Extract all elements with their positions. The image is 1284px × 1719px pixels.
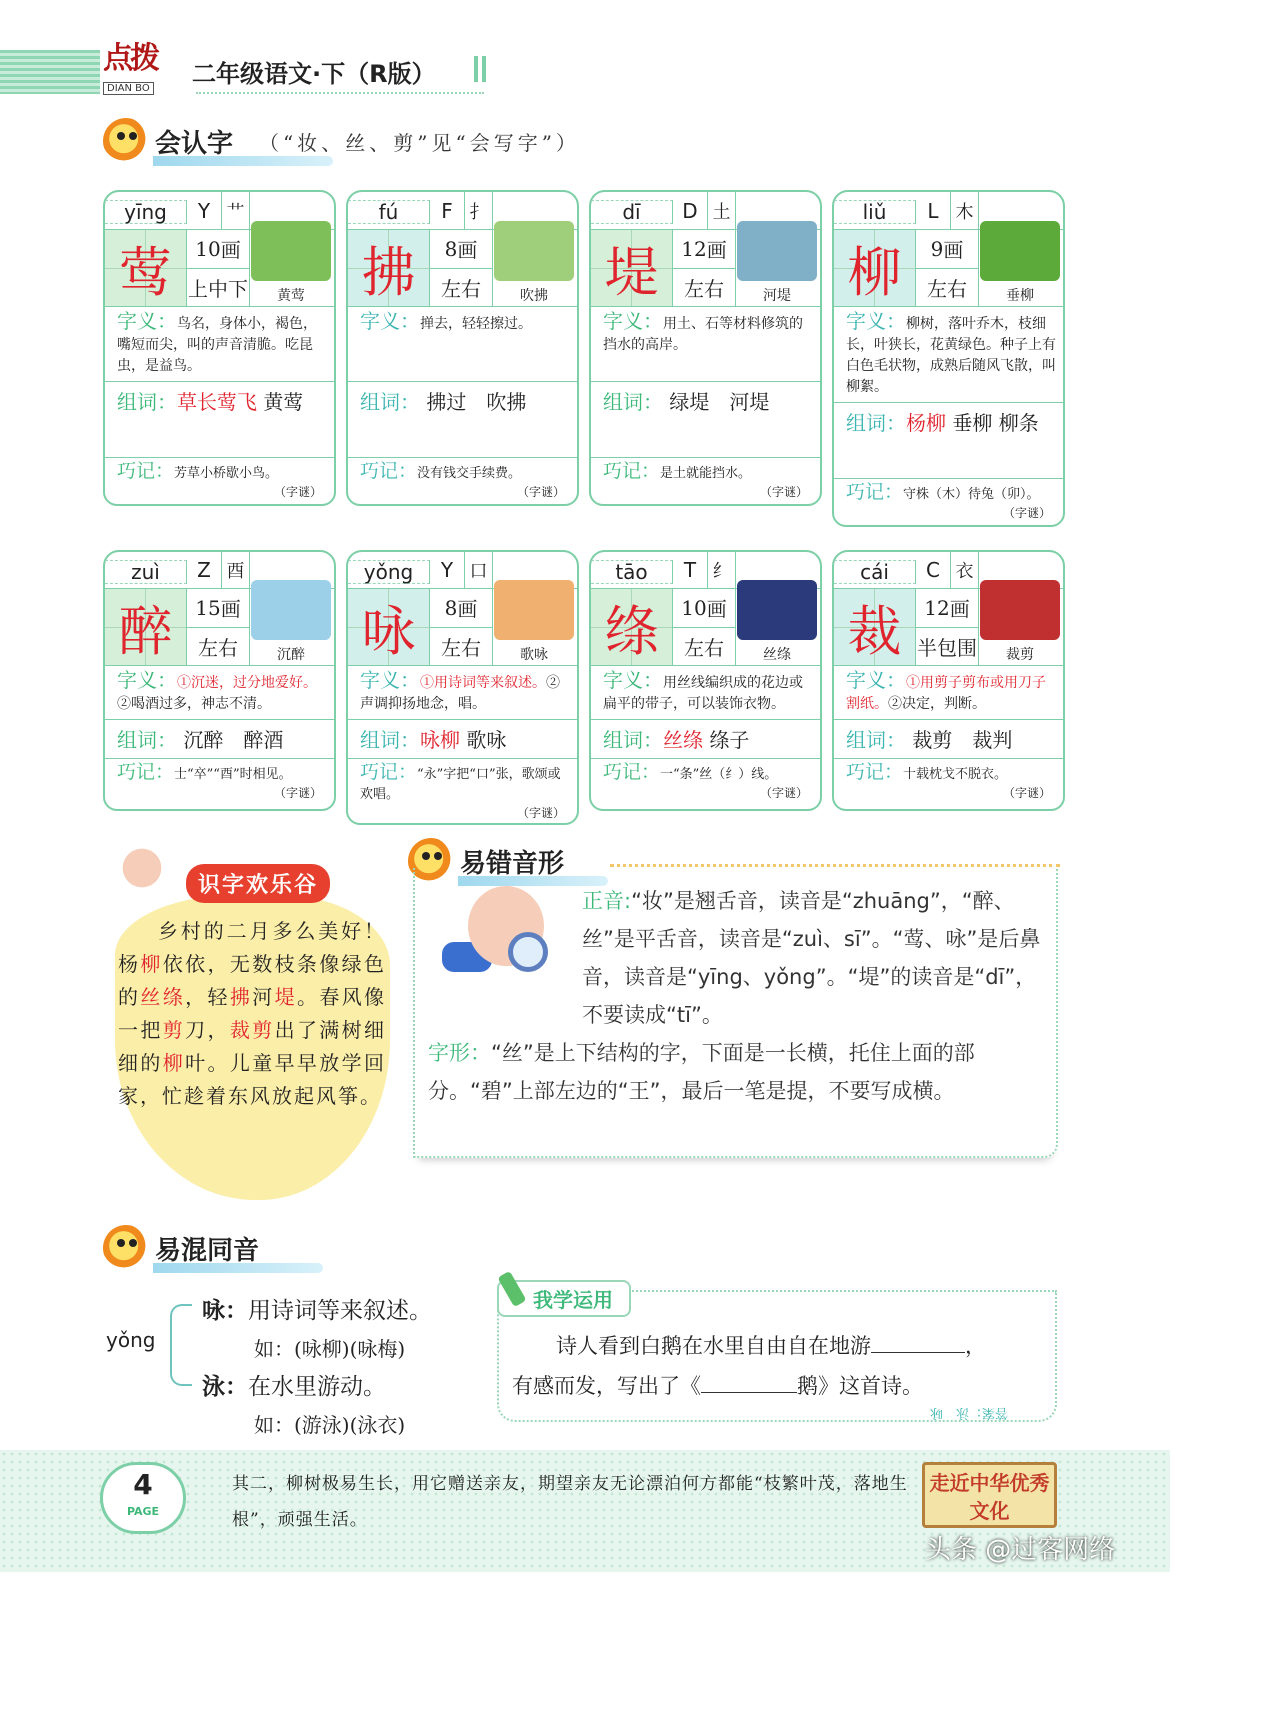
poem-segment: 出了满树细细的: [118, 1018, 387, 1075]
apply-title: 我学运用: [497, 1280, 631, 1317]
pinyin: dī: [591, 200, 673, 224]
illustration-image: [737, 221, 817, 281]
stroke-count: 8 画: [430, 589, 492, 628]
poem-segment: 柳: [162, 1051, 186, 1075]
illustration-image: [737, 580, 817, 640]
homophone-example: 如：(咏柳)(咏梅): [254, 1337, 406, 1361]
answer-key: 答案：泳 咏: [930, 1405, 1009, 1420]
illustration-caption: 吹拂: [520, 288, 548, 304]
zhengyin-label: 正音:: [582, 889, 632, 913]
memory-tip: 巧记：是土就能挡水。 （字谜）: [591, 458, 820, 504]
pinyin: yīng: [105, 200, 187, 224]
words: 组词： 绿堤 河堤: [591, 382, 820, 458]
stroke-count: 9 画: [916, 230, 978, 269]
poem-segment: 拂: [229, 985, 253, 1009]
poem-segment: ，轻: [185, 985, 230, 1009]
footer-text: 其二，柳树极易生长，用它赠送亲友，期望亲友无论漂泊何方都能“枝繁叶茂，落地生根”，顽强生活。: [232, 1474, 908, 1530]
radical: 纟: [708, 552, 736, 588]
index-letter: Y: [187, 192, 222, 229]
character: 裁: [834, 589, 916, 665]
illustration-caption: 河堤: [763, 288, 791, 304]
character: 绦: [591, 589, 673, 665]
title-divider: [196, 92, 484, 94]
valley-title: 识字欢乐谷: [186, 864, 330, 903]
illustration: [491, 191, 577, 307]
radical: 土: [708, 192, 736, 229]
riddle-tag: （字谜）: [273, 786, 322, 800]
section-title: 易错音形: [460, 848, 565, 879]
stroke-count: 12 画: [916, 589, 978, 628]
structure: 左右: [684, 276, 724, 301]
zhengyin-text: “妆”是翘舌音，读音是“zhuāng”，“醉、丝”是平舌音，读音是“zuì、sī”。“莺、咏”是后鼻音，读音是“yīng、yǒng”。“堤”的读音是“dī”，不要读成“tī”。: [582, 889, 1041, 1027]
illustration-image: [980, 221, 1060, 281]
poem-segment: 。春风像一把: [118, 985, 387, 1042]
index-letter: C: [916, 552, 951, 588]
stroke-count: 15 画: [187, 589, 249, 628]
poem-segment: 依依，无数枝条像绿色的: [118, 952, 387, 1009]
homophone-list: [202, 1292, 432, 1444]
char-card: [832, 190, 1065, 527]
homophone-example: 如：(游泳)(泳衣): [254, 1413, 406, 1437]
answer-blank-2[interactable]: [701, 1373, 797, 1393]
errors-text: [428, 882, 1048, 1110]
words: 组词：咏柳 歌咏: [348, 720, 577, 759]
homophone-pinyin: yǒng: [106, 1328, 156, 1352]
illustration-caption: 丝绦: [763, 647, 791, 663]
words: 组词： 裁剪 裁判: [834, 720, 1063, 759]
illustration: [734, 550, 820, 666]
character: 柳: [834, 230, 916, 306]
page-badge: 4 PAGE: [100, 1462, 186, 1534]
structure: 左右: [441, 635, 481, 660]
memory-tip: 巧记：守株（木）待兔（卯）。 （字谜）: [834, 479, 1063, 525]
meaning: 字义：①沉迷，过分地爱好。②喝酒过多，神志不清。: [105, 666, 334, 720]
zixing-label: 字形：: [428, 1041, 491, 1065]
riddle-tag: （字谜）: [1002, 786, 1051, 800]
illustration: [491, 550, 577, 666]
pencil-icon: [497, 1271, 526, 1307]
title-bar-decoration: [474, 56, 486, 82]
meaning: 字义：①用剪子剪布或用刀子割纸。②决定，判断。: [834, 666, 1063, 720]
structure: 左右: [684, 635, 724, 660]
radical: 酉: [222, 552, 250, 588]
kid-magnifier-illustration: [428, 882, 576, 997]
zixing-text: “丝”是上下结构的字，下面是一长横，托住上面的部分。“碧”上部左边的“王”，最后一笔是提，不要写成横。: [428, 1041, 975, 1103]
poem-segment: 丝绦: [140, 985, 186, 1009]
structure: 左右: [927, 276, 967, 301]
memory-tip: 巧记：芳草小桥歇小鸟。 （字谜）: [105, 458, 334, 504]
illustration: [734, 191, 820, 307]
character: 堤: [591, 230, 673, 306]
meaning: 字义：用土、石等材料修筑的挡水的高岸。: [591, 307, 820, 382]
radical: 口: [465, 552, 493, 588]
words: 组词：草长莺飞 黄莺: [105, 382, 334, 458]
illustration-caption: 沉醉: [277, 647, 305, 663]
illustration-caption: 黄莺: [277, 288, 305, 304]
meaning: 字义：鸟名，身体小，褐色，嘴短而尖，叫的声音清脆。吃昆虫，是益鸟。: [105, 307, 334, 382]
illustration: [248, 550, 334, 666]
answer-blank-1[interactable]: [871, 1333, 965, 1353]
radical: 木: [951, 192, 979, 229]
meaning: 字义：用丝线编织成的花边或扁平的带子，可以装饰衣物。: [591, 666, 820, 720]
logo: 点拨 DIAN BO: [103, 41, 157, 94]
illustration: [248, 191, 334, 307]
meaning: 字义：掸去，轻轻擦过。: [348, 307, 577, 382]
radical: 扌: [465, 192, 493, 229]
structure: 半包围: [917, 635, 977, 660]
words: 组词： 拂过 吹拂: [348, 382, 577, 458]
book-title: 二年级语文·下（R版）: [192, 60, 436, 88]
memory-tip: 巧记：没有钱交手续费。 （字谜）: [348, 458, 577, 504]
section-note: （“妆、丝、剪”见“会写字”）: [259, 130, 580, 155]
riddle-tag: （字谜）: [516, 485, 565, 499]
illustration-caption: 垂柳: [1006, 288, 1034, 304]
riddle-tag: （字谜）: [273, 485, 322, 499]
structure: 左右: [198, 635, 238, 660]
illustration-caption: 歌咏: [520, 647, 548, 663]
apply-question: 诗人看到白鹅在水里自由自在地游 ， 有感而发，写出了《 鹅》这首诗。: [512, 1334, 986, 1398]
words: 组词：丝绦 绦子: [591, 720, 820, 759]
char-card: [589, 550, 822, 811]
index-letter: L: [916, 192, 951, 229]
illustration-image: [980, 580, 1060, 640]
pinyin: fú: [348, 200, 430, 224]
poem-segment: 乡村的二月多么美好！杨: [118, 919, 386, 976]
bee-mascot-icon: [103, 118, 149, 164]
char-card: [589, 190, 822, 506]
pinyin: tāo: [591, 560, 673, 584]
character: 醉: [105, 589, 187, 665]
pinyin: liǔ: [834, 200, 916, 224]
section-title: 会认字: [155, 128, 234, 159]
poem-segment: 剪: [162, 1018, 186, 1042]
meaning: 字义：①用诗词等来叙述。②声调抑扬地念，唱。: [348, 666, 577, 720]
poem-segment: 河: [252, 985, 275, 1009]
baby-mascot-icon: [112, 838, 172, 898]
index-letter: Y: [430, 552, 465, 588]
illustration-image: [494, 221, 574, 281]
radical: 艹: [222, 192, 250, 229]
section-homophones: [103, 1225, 323, 1273]
memory-tip: 巧记：“永”字把“口”张，歌颂或欢唱。 （字谜）: [348, 759, 577, 823]
illustration-image: [494, 580, 574, 640]
culture-scroll-logo: 走近中华优秀文化: [922, 1462, 1057, 1528]
pinyin: cái: [834, 560, 916, 584]
riddle-tag: （字谜）: [759, 786, 808, 800]
bee-mascot-icon: [103, 1225, 149, 1271]
stroke-count: 10 画: [673, 589, 735, 628]
index-letter: F: [430, 192, 465, 229]
char-card: [346, 550, 579, 825]
char-card: [103, 550, 336, 811]
poem-segment: 刀，: [185, 1018, 230, 1042]
radical: 衣: [951, 552, 979, 588]
header-stripe: [0, 50, 100, 94]
poem-segment: 柳: [140, 952, 163, 976]
memory-tip: 巧记：士“卒”“酉”时相见。 （字谜）: [105, 759, 334, 809]
char-card: [832, 550, 1065, 811]
brace: [170, 1304, 192, 1386]
riddle-tag: （字谜）: [759, 485, 808, 499]
char-card: [346, 190, 579, 506]
homophone-item: 咏：用诗词等来叙述。: [202, 1298, 432, 1324]
illustration-caption: 裁剪: [1006, 647, 1034, 663]
homophone-item: 泳：在水里游动。: [202, 1374, 386, 1400]
index-letter: Z: [187, 552, 222, 588]
stroke-count: 8 画: [430, 230, 492, 269]
memory-tip: 巧记：十载枕戈不脱衣。 （字谜）: [834, 759, 1063, 809]
index-letter: D: [673, 192, 708, 229]
illustration-image: [251, 221, 331, 281]
illustration: [977, 550, 1063, 666]
char-card: [103, 190, 336, 506]
illustration-image: [251, 580, 331, 640]
character: 拂: [348, 230, 430, 306]
words: 组词： 沉醉 醉酒: [105, 720, 334, 759]
header-dots: [610, 864, 1060, 867]
memory-tip: 巧记：一“条”丝（纟）线。 （字谜）: [591, 759, 820, 809]
index-letter: T: [673, 552, 708, 588]
riddle-tag: （字谜）: [516, 806, 565, 820]
character: 咏: [348, 589, 430, 665]
section-title: 易混同音: [155, 1235, 260, 1266]
valley-poem: [118, 915, 386, 1113]
riddle-tag: （字谜）: [1002, 506, 1051, 520]
poem-segment: 堤: [274, 985, 297, 1009]
illustration: [977, 191, 1063, 307]
pinyin: yǒng: [348, 560, 430, 584]
words: 组词：杨柳 垂柳 柳条: [834, 403, 1063, 479]
stroke-count: 10 画: [187, 230, 249, 269]
section-recognize: [103, 118, 580, 166]
poem-segment: 叶。儿童早早放学回家，忙趁着东风放起风筝。: [118, 1051, 387, 1108]
meaning: 字义：柳树，落叶乔木，枝细长，叶狭长，花黄绿色。种子上有白色毛状物，成熟后随风飞散，叫柳絮。: [834, 307, 1063, 403]
pinyin: zuì: [105, 560, 187, 584]
character: 莺: [105, 230, 187, 306]
structure: 上中下: [188, 276, 248, 301]
structure: 左右: [441, 276, 481, 301]
watermark: 头条 @过客网络: [925, 1535, 1116, 1565]
poem-segment: 裁剪: [229, 1018, 275, 1042]
stroke-count: 12 画: [673, 230, 735, 269]
